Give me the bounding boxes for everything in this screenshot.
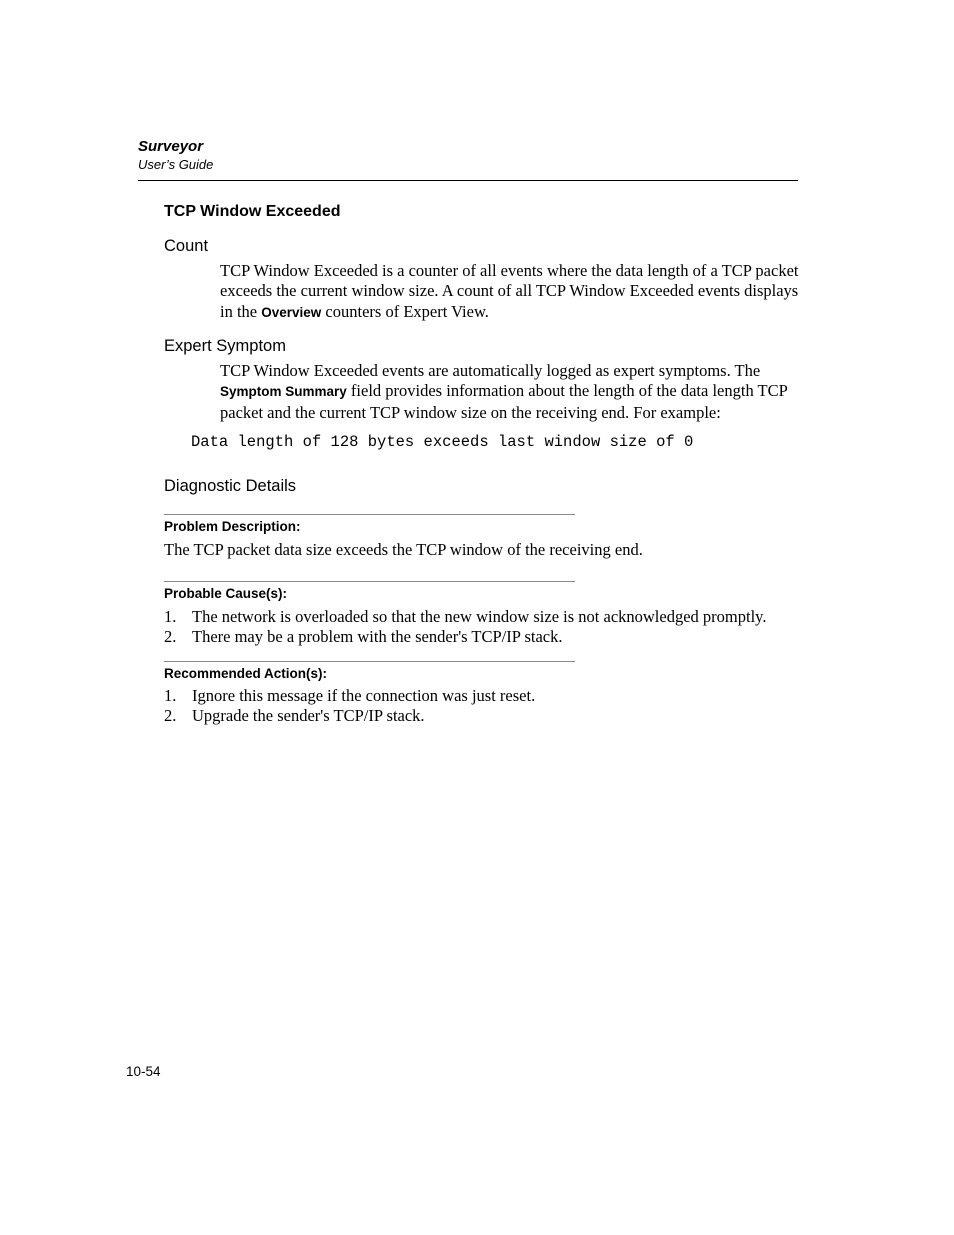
- expert-text-after: field provides information about the length of the data length TCP packet and the current TCP window size on the receiving end. For example:: [220, 381, 788, 422]
- count-text-before: TCP Window Exceeded is a counter of all events where the data length of a TCP packet exceeds the current window size. A count of all TCP Window Exceeded events displays in the: [220, 261, 799, 321]
- list-number: 1.: [164, 607, 177, 626]
- list-item: [164, 706, 425, 726]
- list-text: The network is overloaded so that the new window size is not acknowledged promptly.: [192, 607, 767, 626]
- symptom-summary-term: Symptom Summary: [220, 384, 347, 400]
- expert-symptom-heading: Expert Symptom: [164, 337, 286, 355]
- divider-rule: [164, 514, 575, 515]
- problem-description-label: Problem Description:: [164, 519, 301, 534]
- list-number: 1.: [164, 686, 177, 705]
- recommended-actions-label: Recommended Action(s):: [164, 666, 328, 681]
- list-item: [164, 607, 766, 627]
- overview-term: Overview: [261, 304, 322, 320]
- list-text: Ignore this message if the connection was just reset.: [192, 686, 536, 705]
- list-item: [164, 686, 535, 706]
- expert-text-before: TCP Window Exceeded events are automatically logged as expert symptoms. The: [220, 361, 761, 380]
- section-title: TCP Window Exceeded: [164, 203, 341, 220]
- list-text: Upgrade the sender's TCP/IP stack.: [192, 706, 425, 725]
- list-item: [164, 627, 562, 647]
- list-number: 2.: [164, 706, 177, 725]
- page-number: 10-54: [126, 1064, 161, 1079]
- example-code: Data length of 128 bytes exceeds last window size of 0: [191, 433, 694, 451]
- divider-rule: [164, 661, 575, 662]
- divider-rule: [164, 581, 575, 582]
- expert-symptom-paragraph: [220, 361, 800, 423]
- count-paragraph: [220, 261, 800, 323]
- list-number: 2.: [164, 627, 177, 646]
- header-subtitle: User’s Guide: [138, 157, 214, 172]
- list-text: There may be a problem with the sender's TCP/IP stack.: [192, 627, 563, 646]
- problem-description-text: The TCP packet data size exceeds the TCP window of the receiving end.: [164, 540, 643, 559]
- diagnostic-details-heading: Diagnostic Details: [164, 477, 297, 495]
- header-rule: [138, 180, 798, 181]
- count-text-after: counters of Expert View.: [321, 301, 489, 321]
- header-title: Surveyor: [138, 138, 204, 155]
- count-heading: Count: [164, 237, 209, 255]
- probable-causes-label: Probable Cause(s):: [164, 586, 288, 601]
